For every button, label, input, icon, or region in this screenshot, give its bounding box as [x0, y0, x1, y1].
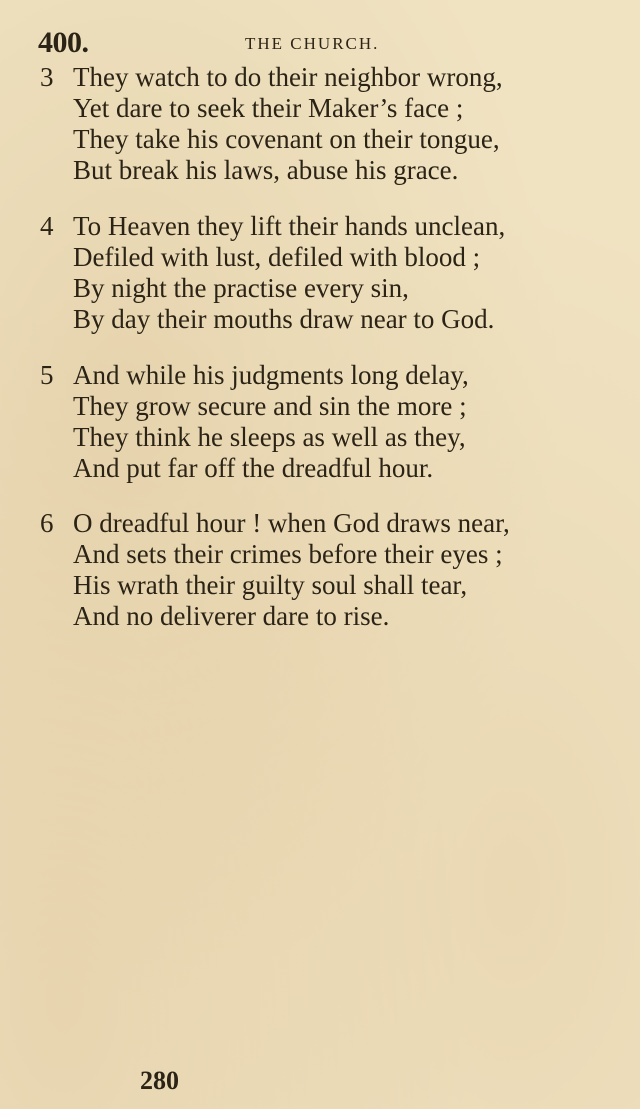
verse-line: By night the practise every sin, [73, 273, 409, 303]
verse-line: But break his laws, abuse his grace. [73, 155, 459, 185]
verse-line: And while his judgments long delay, [73, 360, 469, 390]
verse-line: They watch to do their neighbor wrong, [73, 62, 503, 92]
running-head: THE CHURCH. [245, 34, 380, 53]
signature-mark: 280 [140, 1066, 179, 1095]
verse-line: And no deliverer dare to rise. [73, 601, 390, 631]
verse-line: And put far off the dreadful hour. [73, 453, 434, 483]
stanza-number: 6 [40, 508, 54, 538]
verse-line: His wrath their guilty soul shall tear, [73, 570, 468, 600]
verse-line: They grow secure and sin the more ; [73, 391, 467, 421]
verse-line: Yet dare to seek their Maker’s face ; [73, 93, 464, 123]
stanza-number: 3 [40, 62, 54, 92]
verse-line: To Heaven they lift their hands unclean, [73, 211, 506, 241]
page-number: 400. [38, 26, 89, 59]
verse-line: They think he sleeps as well as they, [73, 422, 466, 452]
stanza-number: 5 [40, 360, 54, 390]
verse-line: Defiled with lust, defiled with blood ; [73, 242, 481, 272]
verse-line: O dreadful hour ! when God draws near, [73, 508, 510, 538]
verse-line: And sets their crimes before their eyes ; [73, 539, 503, 569]
stanza-number: 4 [40, 211, 54, 241]
verse-line: By day their mouths draw near to God. [73, 304, 495, 334]
verse-line: They take his covenant on their tongue, [73, 124, 500, 154]
